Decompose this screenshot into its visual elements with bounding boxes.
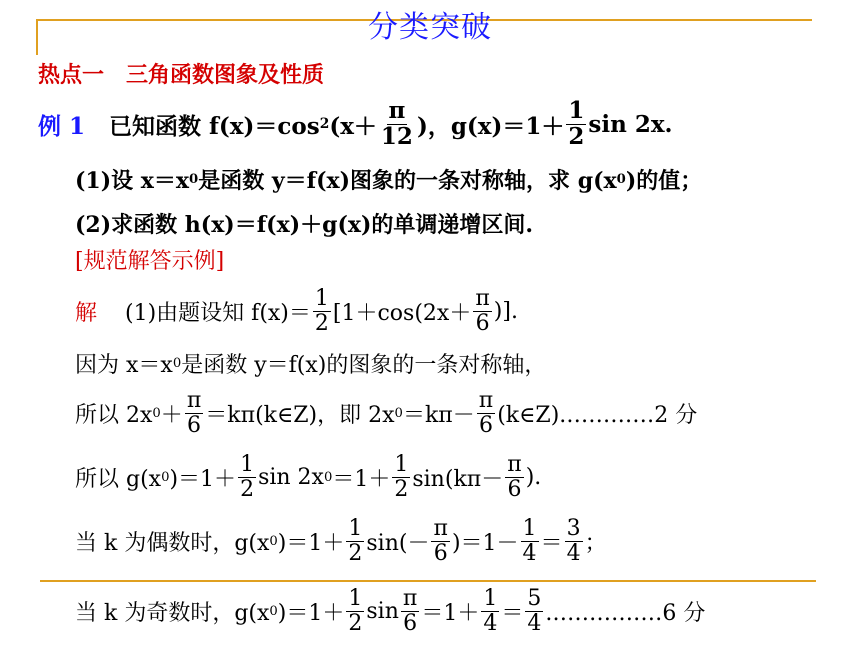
question-2: (2)求函数 h(x)＝f(x)＋g(x)的单调递增区间. — [75, 212, 534, 238]
solution-line-1: 解 (1)由题设知 f(x)＝ $\frac{1}{2}$ [1＋cos(2x＋ $\frac{\pi}{6}$ )]. — [75, 286, 518, 336]
example-prefix: 已知函数 f(x)＝cos — [109, 112, 320, 140]
fraction: $\frac{1}{2}$ — [240, 452, 255, 502]
fraction: $\frac{\pi}{6}$ — [507, 452, 522, 502]
fraction: $\frac{1}{2}$ — [348, 516, 363, 566]
slide-title: 分类突破 — [368, 10, 492, 45]
fraction: $\frac{1}{4}$ — [483, 586, 498, 636]
section-heading-text: 热点一 三角函数图象及性质 — [38, 62, 325, 88]
fraction-pi-over-12: $\frac{\pi}{12}$ — [380, 97, 413, 150]
fraction: $\frac{1}{2}$ — [314, 286, 329, 336]
bottom-rule — [40, 580, 816, 582]
example-mid: (x＋ — [329, 112, 377, 140]
fraction: $\frac{\pi}{6}$ — [475, 286, 490, 336]
fraction: $\frac{3}{4}$ — [566, 516, 581, 566]
question-1: (1)设 x＝x 0 是函数 y＝f(x)图象的一条对称轴，求 g(x 0 )的值； — [75, 168, 703, 194]
square-exponent: 2 — [319, 116, 330, 132]
fraction: $\frac{\pi}{6}$ — [186, 388, 202, 438]
fraction: $\frac{1}{2}$ — [394, 452, 409, 502]
solution-label: 解 — [75, 300, 98, 326]
fraction: $\frac{\pi}{6}$ — [433, 516, 448, 566]
solution-line-3: 所以 2x 0 ＋ $\frac{\pi}{6}$ ＝kπ(k∈Z)，即 2x 0 ＝kπ－ $\frac{\pi}{6}$ (k∈Z).…………2 分 — [75, 388, 698, 438]
example-1-statement — [38, 95, 673, 153]
fraction: $\frac{5}{4}$ — [527, 586, 542, 636]
solution-line-5: 当 k 为偶数时，g(x 0 )＝1＋ $\frac{1}{2}$ sin(－ $\frac{\pi}{6}$ )＝1－ $\frac{1}{4}$ ＝ $\frac{3}{4}$ ； — [75, 516, 607, 566]
solution-header: [规范解答示例] — [75, 249, 225, 274]
example-mid2: )，g(x)＝1＋ — [416, 112, 565, 140]
fraction: $\frac{1}{2}$ — [348, 586, 363, 636]
example-suffix: sin 2x. — [588, 110, 673, 138]
example-label: 例 1 — [38, 112, 86, 140]
solution-line-4: 所以 g(x 0 )＝1＋ $\frac{1}{2}$ sin 2x 0 ＝1＋ $\frac{1}{2}$ sin(kπ－ $\frac{\pi}{6}$ ). — [75, 452, 542, 502]
solution-line-6: 当 k 为奇数时，g(x 0 )＝1＋ $\frac{1}{2}$ sin $\frac{\pi}{6}$ ＝1＋ $\frac{1}{4}$ ＝ $\frac{5}{4}$ .……………6 分 — [75, 586, 706, 636]
fraction-one-half: $\frac{1}{2}$ — [568, 97, 585, 150]
section-heading — [38, 58, 324, 89]
fraction: $\frac{\pi}{6}$ — [402, 586, 418, 636]
fraction: $\frac{1}{4}$ — [522, 516, 537, 566]
solution-line-2: 因为 x＝x 0 是函数 y＝f(x)的图象的一条对称轴， — [75, 353, 547, 378]
fraction: $\frac{\pi}{6}$ — [478, 388, 494, 438]
